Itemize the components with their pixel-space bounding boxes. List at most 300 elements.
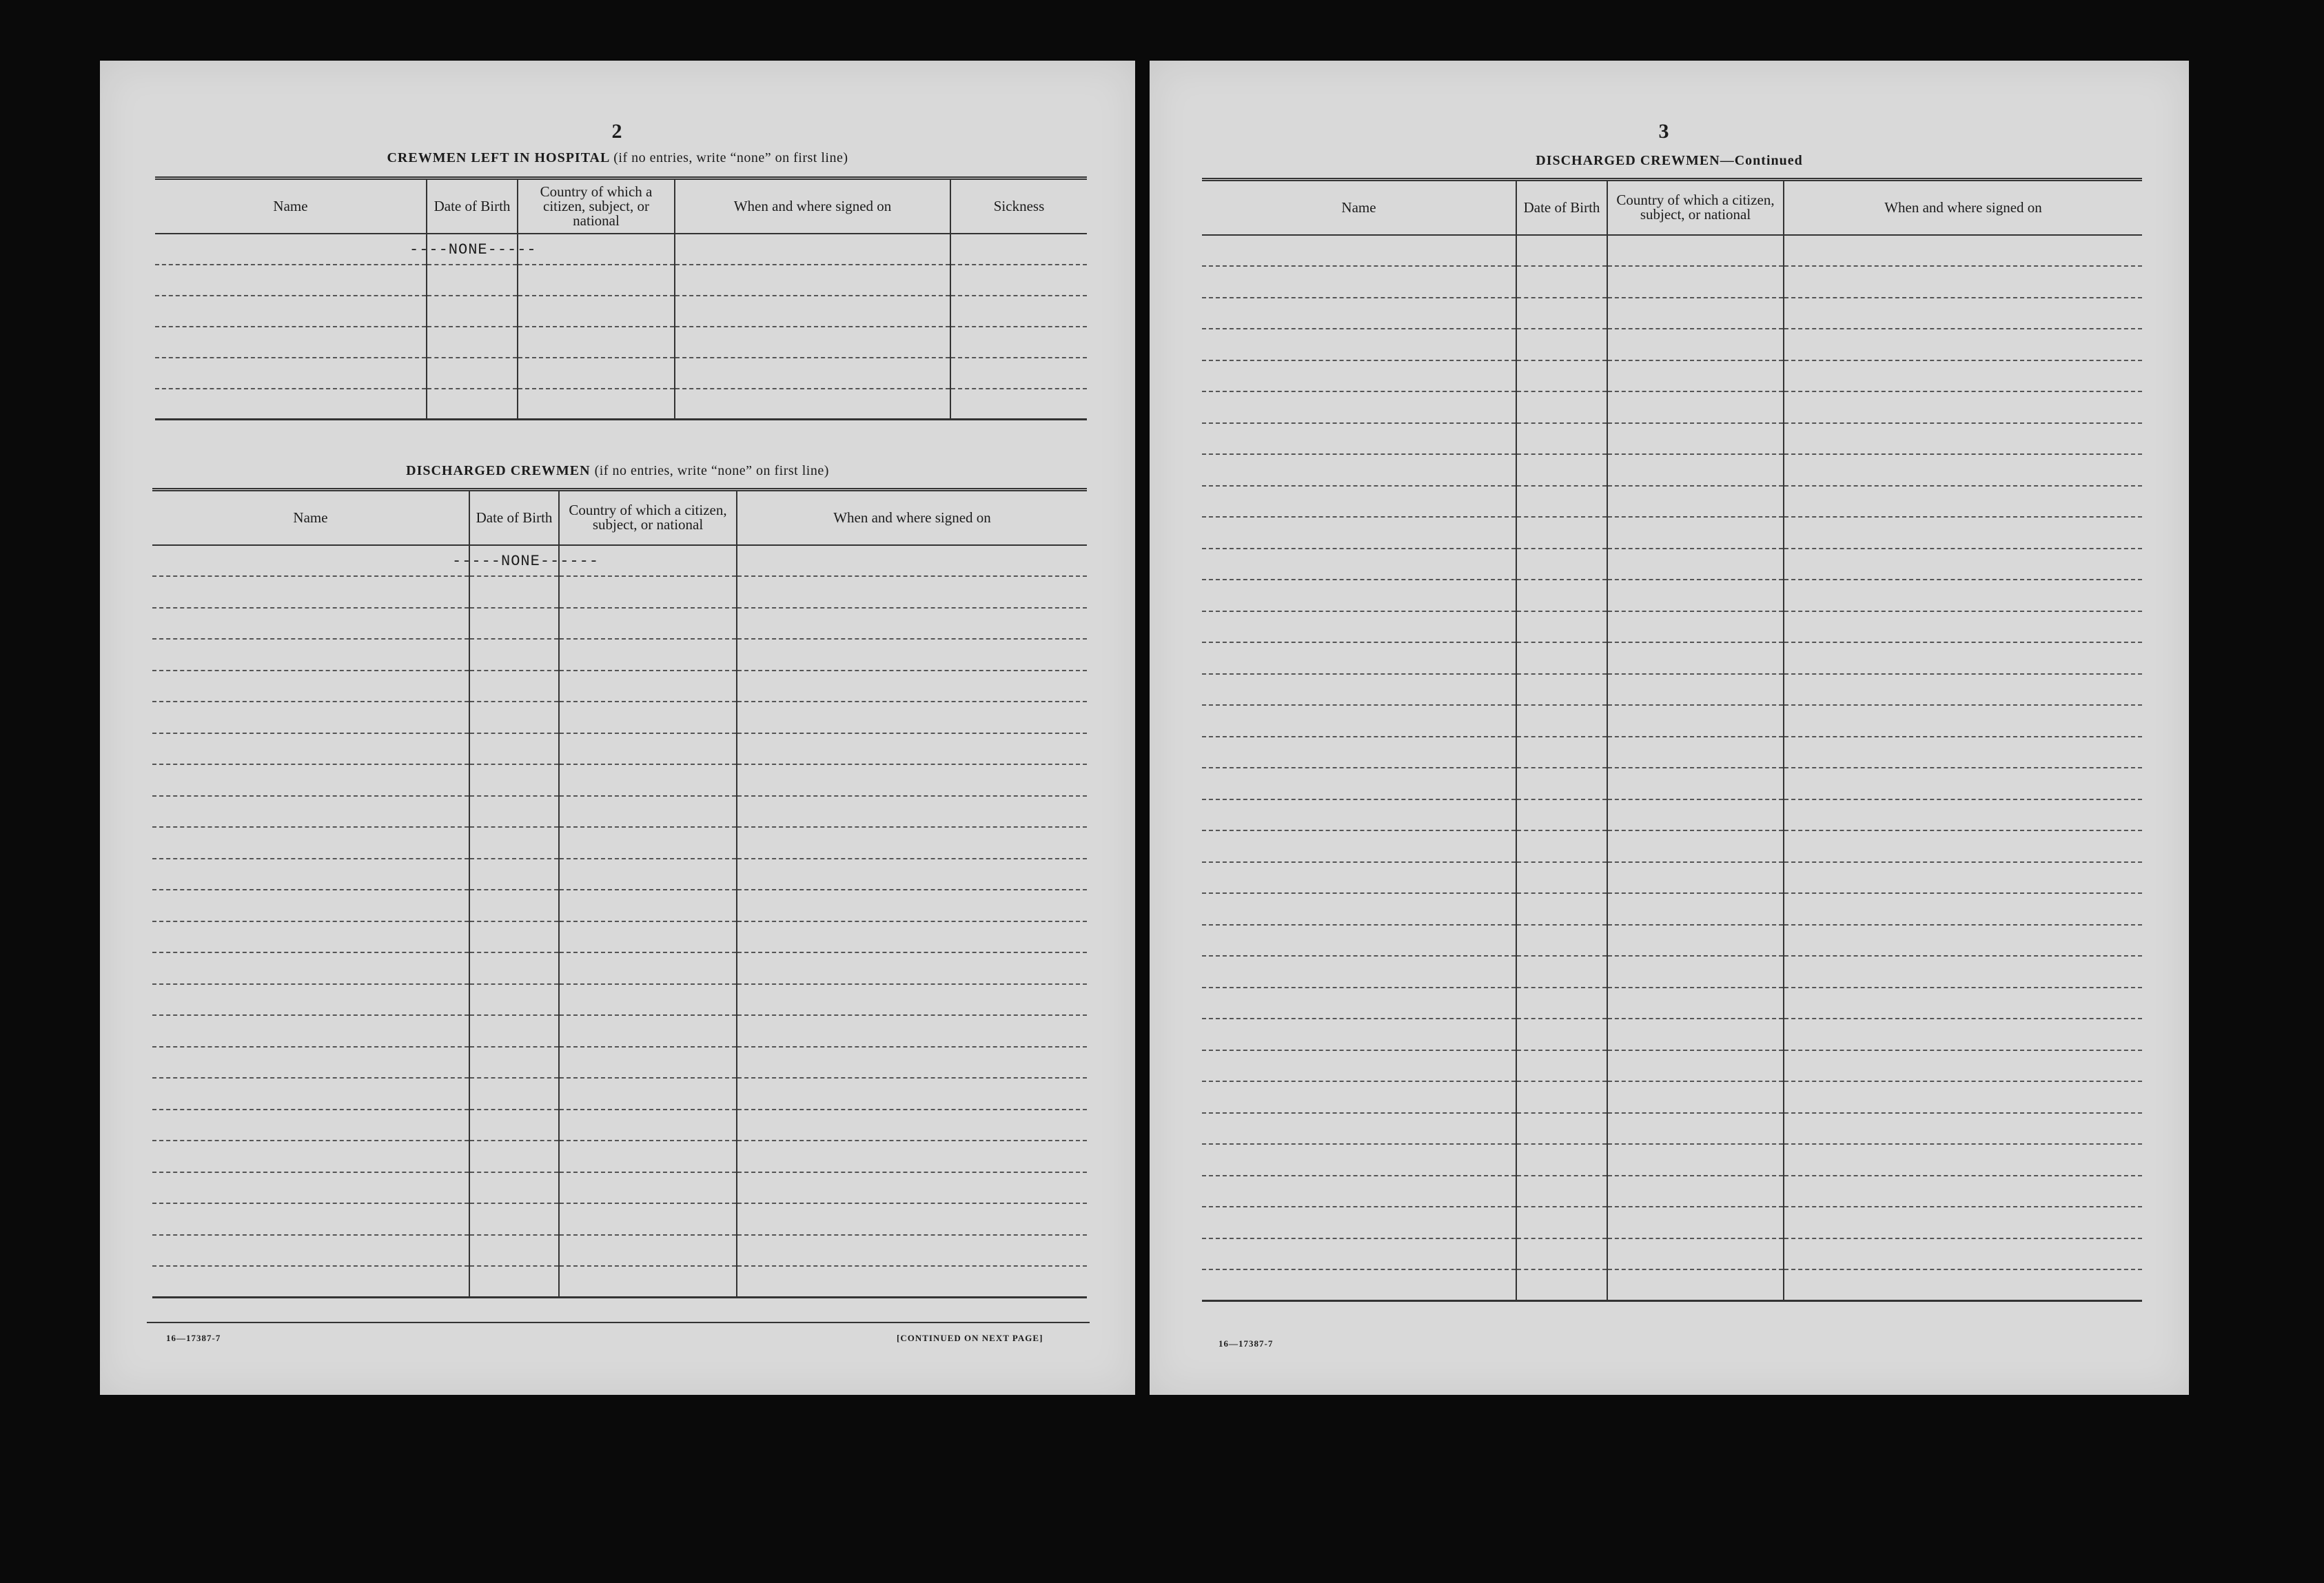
table-cell [1516,549,1607,580]
table-cell [1202,799,1516,831]
page-number: 3 [1658,120,1669,143]
col-header-date-of-birth: Date of Birth [427,178,518,234]
table-cell [1607,1081,1784,1113]
table-cell [1516,1238,1607,1270]
table-row [152,827,1087,859]
table-cell [1202,235,1516,267]
table-cell [737,1110,1087,1141]
table-row [1202,674,2142,706]
table-cell [152,1203,469,1235]
hospital-header-row [155,178,1087,234]
table-cell [1202,1144,1516,1176]
table-row [1202,956,2142,988]
table-cell [1202,580,1516,611]
table-row [152,1110,1087,1141]
col-header-signed-on: When and where signed on [675,178,950,234]
table-cell [469,952,559,984]
table-cell [559,952,737,984]
col-header-date-of-birth: Date of Birth [1516,180,1607,235]
table-cell [1516,235,1607,267]
table-cell [559,702,737,733]
table-cell [559,984,737,1016]
table-cell [675,265,950,296]
table-cell [1202,705,1516,737]
table-row [152,1047,1087,1079]
table-cell [1202,1238,1516,1270]
table-row [1202,266,2142,298]
hospital-table [155,176,1087,420]
table-cell [1784,391,2142,423]
table-cell [469,859,559,890]
col-header-name: Name [152,490,469,545]
table-cell [1607,266,1784,298]
table-row [152,1141,1087,1172]
table-cell [469,639,559,671]
table-cell [1202,893,1516,925]
table-cell [1202,674,1516,706]
table-cell [1516,830,1607,862]
table-cell [152,1047,469,1079]
table-cell [1784,611,2142,643]
table-row [1202,642,2142,674]
table-cell [1202,1113,1516,1145]
table-cell [737,545,1087,577]
table-cell [737,1235,1087,1267]
table-row [152,859,1087,890]
table-cell [155,265,427,296]
discharged-header-row [152,490,1087,545]
table-cell [469,1203,559,1235]
table-cell [737,764,1087,796]
right-page [1150,61,2189,1395]
table-row [152,984,1087,1016]
table-cell [1607,1050,1784,1082]
table-row [152,671,1087,702]
table-cell [1607,674,1784,706]
table-cell [469,1141,559,1172]
table-cell [950,358,1087,389]
table-row [152,702,1087,733]
table-cell [1784,266,2142,298]
table-cell [1607,956,1784,988]
table-cell [1202,423,1516,455]
table-cell [559,890,737,921]
page-number: 2 [611,120,622,143]
section-title-text: DISCHARGED CREWMEN [1536,153,1720,168]
table-cell [1607,329,1784,360]
table-cell [469,1078,559,1110]
col-header-country: Country of which a citizen, subject, or national [1607,180,1784,235]
table-cell [1607,1176,1784,1207]
table-cell [737,608,1087,640]
none-entry: -----NONE------ [452,552,600,570]
table-row [1202,1050,2142,1082]
col-header-name: Name [1202,180,1516,235]
table-cell [155,358,427,389]
table-cell [469,1015,559,1047]
table-row [152,1266,1087,1298]
table-row [155,389,1087,420]
table-cell [152,764,469,796]
table-row [1202,893,2142,925]
table-cell [1202,956,1516,988]
table-cell [1202,1081,1516,1113]
table-row [155,327,1087,358]
table-cell [1607,454,1784,486]
table-cell [1516,1144,1607,1176]
table-cell [1607,1238,1784,1270]
table-row [1202,1238,2142,1270]
table-cell [559,827,737,859]
table-cell [1202,360,1516,392]
table-cell [1607,862,1784,894]
table-cell [1784,517,2142,549]
table-cell [1202,549,1516,580]
table-cell [152,1266,469,1298]
discharged-continued-title [1150,153,2189,169]
table-cell [559,576,737,608]
table-cell [152,1141,469,1172]
table-row [155,296,1087,327]
table-cell [1784,329,2142,360]
table-cell [152,639,469,671]
table-row [1202,549,2142,580]
table-cell [1516,580,1607,611]
table-cell [152,952,469,984]
continued-note: [CONTINUED ON NEXT PAGE] [897,1333,1043,1343]
table-cell [469,796,559,828]
table-cell [469,608,559,640]
table-cell [737,1015,1087,1047]
table-cell [559,921,737,953]
table-cell [737,733,1087,765]
table-cell [737,1172,1087,1204]
table-cell [1516,862,1607,894]
table-cell [1784,642,2142,674]
hospital-section-title [100,150,1135,166]
table-row [152,608,1087,640]
discharged-table [152,488,1087,1298]
table-cell [1784,862,2142,894]
table-cell [469,1266,559,1298]
table-cell [1607,298,1784,329]
table-cell [559,1172,737,1204]
table-row [1202,360,2142,392]
none-entry: ----NONE----- [409,241,537,258]
table-cell [152,1110,469,1141]
table-row [1202,611,2142,643]
table-cell [1784,1144,2142,1176]
table-cell [152,608,469,640]
table-row [152,545,1087,577]
table-cell [469,984,559,1016]
table-row [155,358,1087,389]
table-cell [1607,549,1784,580]
table-cell [737,671,1087,702]
table-cell [1202,862,1516,894]
table-row [155,265,1087,296]
table-cell [950,265,1087,296]
table-cell [1202,266,1516,298]
table-cell [737,984,1087,1016]
table-cell [675,389,950,420]
table-cell [427,296,518,327]
table-row [152,639,1087,671]
table-cell [559,796,737,828]
table-row [1202,486,2142,518]
section-title-suffix: —Continued [1720,153,1803,168]
table-row [1202,391,2142,423]
col-header-country: Country of which a citizen, subject, or national [518,178,675,234]
discharged-title-text: DISCHARGED CREWMEN [406,463,591,478]
table-row [1202,705,2142,737]
table-cell [1516,1081,1607,1113]
table-cell [559,1141,737,1172]
table-cell [1784,956,2142,988]
table-cell [152,702,469,733]
table-cell [152,1015,469,1047]
table-cell [950,296,1087,327]
table-cell [675,327,950,358]
table-cell [1202,611,1516,643]
table-cell [518,327,675,358]
table-cell [1607,799,1784,831]
table-row [152,1203,1087,1235]
table-cell [469,1110,559,1141]
table-cell [152,921,469,953]
table-cell [1607,423,1784,455]
right-header-row [1202,180,2142,235]
table-cell [1784,799,2142,831]
table-cell [1607,705,1784,737]
table-cell [1516,1113,1607,1145]
col-header-country: Country of which a citizen, subject, or national [559,490,737,545]
form-code: 16—17387-7 [1219,1338,1274,1349]
table-cell [1607,925,1784,957]
table-cell [1202,1207,1516,1238]
table-cell [469,1047,559,1079]
discharged-section-title [100,463,1135,479]
table-row [1202,1176,2142,1207]
hospital-title-text: CREWMEN LEFT IN HOSPITAL [387,150,610,165]
table-row [1202,298,2142,329]
table-cell [1516,360,1607,392]
table-cell [152,890,469,921]
table-cell [737,796,1087,828]
table-row [155,234,1087,265]
table-cell [1607,611,1784,643]
table-cell [1202,391,1516,423]
table-cell [1516,1207,1607,1238]
table-cell [1607,768,1784,799]
table-cell [737,702,1087,733]
table-cell [1607,893,1784,925]
table-cell [152,671,469,702]
table-row [152,764,1087,796]
table-cell [469,576,559,608]
table-cell [737,1078,1087,1110]
table-cell [469,1172,559,1204]
table-cell [1784,768,2142,799]
table-cell [1784,1050,2142,1082]
form-code: 16—17387-7 [166,1333,221,1343]
table-cell [1516,1176,1607,1207]
bottom-rule [147,1322,1090,1323]
table-cell [1784,298,2142,329]
table-cell [1516,956,1607,988]
table-cell [1607,486,1784,518]
table-cell [737,921,1087,953]
table-cell [1607,580,1784,611]
table-cell [1784,360,2142,392]
table-cell [1784,580,2142,611]
table-row [1202,517,2142,549]
table-row [152,952,1087,984]
table-cell [1784,454,2142,486]
table-cell [152,796,469,828]
table-cell [518,296,675,327]
table-row [152,1172,1087,1204]
table-row [152,576,1087,608]
table-cell [737,1266,1087,1298]
table-cell [950,327,1087,358]
table-cell [1784,1238,2142,1270]
table-cell [1784,737,2142,768]
table-cell [1516,266,1607,298]
table-cell [1516,1019,1607,1050]
table-cell [737,859,1087,890]
table-cell [1784,423,2142,455]
table-cell [1784,925,2142,957]
table-cell [559,859,737,890]
table-cell [1202,925,1516,957]
table-cell [152,984,469,1016]
table-cell [1784,1176,2142,1207]
table-row [1202,580,2142,611]
table-cell [152,827,469,859]
table-cell [1202,329,1516,360]
table-cell [1202,1269,1516,1301]
table-row [1202,737,2142,768]
table-row [152,921,1087,953]
table-cell [518,265,675,296]
table-cell [950,389,1087,420]
table-cell [1516,925,1607,957]
table-cell [1607,988,1784,1019]
table-cell [559,639,737,671]
table-cell [427,358,518,389]
table-cell [469,1235,559,1267]
table-cell [1202,298,1516,329]
table-cell [469,671,559,702]
table-cell [155,234,427,265]
table-row [1202,423,2142,455]
table-cell [1784,674,2142,706]
table-cell [737,890,1087,921]
table-cell [1784,486,2142,518]
table-cell [518,358,675,389]
table-cell [559,1047,737,1079]
table-cell [559,608,737,640]
col-header-date-of-birth: Date of Birth [469,490,559,545]
table-cell [559,1015,737,1047]
table-cell [675,296,950,327]
table-cell [737,1047,1087,1079]
table-cell [559,1203,737,1235]
col-header-name: Name [155,178,427,234]
table-cell [1202,486,1516,518]
table-cell [152,733,469,765]
discharged-instruction: (if no entries, write “none” on first line) [594,463,829,478]
table-cell [675,234,950,265]
table-cell [1784,1081,2142,1113]
table-cell [1607,642,1784,674]
table-row [1202,1269,2142,1301]
table-cell [737,1203,1087,1235]
table-cell [1516,329,1607,360]
table-row [1202,454,2142,486]
table-cell [1516,486,1607,518]
table-cell [1516,674,1607,706]
table-cell [427,389,518,420]
table-cell [1516,391,1607,423]
table-cell [1784,235,2142,267]
table-cell [559,1266,737,1298]
table-cell [737,1141,1087,1172]
table-cell [152,1235,469,1267]
table-cell [1516,423,1607,455]
table-cell [1784,1019,2142,1050]
table-cell [1516,799,1607,831]
table-cell [559,1235,737,1267]
table-cell [737,827,1087,859]
table-cell [1202,642,1516,674]
table-cell [1784,1269,2142,1301]
table-row [1202,768,2142,799]
table-row [152,890,1087,921]
table-row [1202,862,2142,894]
table-cell [1784,1113,2142,1145]
table-cell [1607,517,1784,549]
table-cell [1607,830,1784,862]
table-cell [1516,768,1607,799]
table-cell [1516,611,1607,643]
table-cell [1516,988,1607,1019]
table-cell [737,952,1087,984]
table-cell [1202,830,1516,862]
table-cell [469,890,559,921]
table-cell [737,576,1087,608]
table-cell [152,545,469,577]
table-cell [518,389,675,420]
table-cell [427,265,518,296]
table-cell [1784,1207,2142,1238]
table-cell [675,358,950,389]
table-cell [737,639,1087,671]
table-row [152,1235,1087,1267]
table-cell [518,234,675,265]
table-cell [1784,549,2142,580]
table-cell [1516,1050,1607,1082]
left-page [100,61,1135,1395]
table-row [1202,1113,2142,1145]
table-row [152,733,1087,765]
table-cell [1202,988,1516,1019]
col-header-signed-on: When and where signed on [737,490,1087,545]
hospital-instruction: (if no entries, write “none” on first line) [613,150,848,165]
table-cell [1516,893,1607,925]
table-cell [1516,705,1607,737]
